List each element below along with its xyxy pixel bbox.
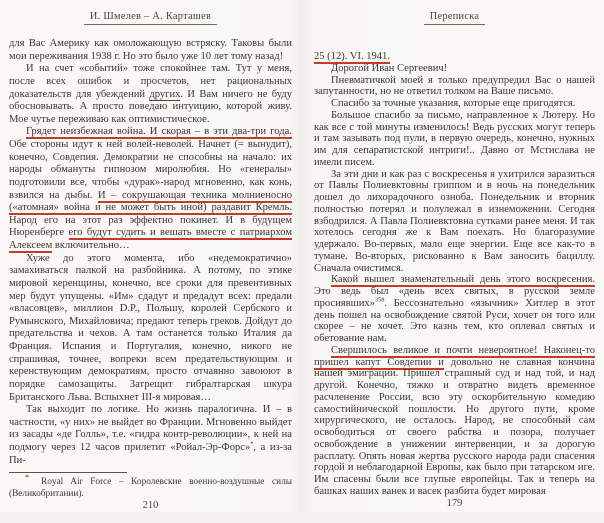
left-page-header — [9, 6, 292, 25]
footnote-reference: 358 — [374, 296, 385, 304]
paragraph — [314, 51, 595, 63]
text-segment: За эти дни и как раз с воскресенья я ухитрился заразиться от Павлы Полиевктовны гриппом и в ночь на понедельник дошел до лихорадочного озноба. Понедельник и вторник полностью потерял и полулежал в изнеможении. Сегодня взбодрился. А Павла Полиевктовна сутками ранее меня. И так хотелось сегодня же к Вам поехать. Но благоразумие удержало. Во-первых, мало еще энергии. Еще все как-то в тумане. Во-вторых, рискованно к Вам заносить бациллу. Сначала очистимся. — [314, 168, 595, 274]
left-page-body — [9, 38, 292, 467]
footnote-text — [9, 473, 292, 500]
paragraph — [314, 110, 595, 169]
right-page-header — [314, 6, 595, 25]
footnote-block — [9, 472, 292, 500]
text-segment: других — [149, 88, 181, 100]
right-page — [302, 0, 604, 512]
text-segment: , а из-за Пи- — [9, 442, 292, 466]
red-underlined-text: 25 (12). VI. 1941. — [314, 51, 390, 62]
left-page-number: 210 — [142, 500, 159, 512]
footnote-body: Royal Air Force – Королевские военно-воздушные силы (Великобритании). — [9, 477, 292, 499]
text-segment: Это ведь был «день всех святых, в русской земле просиявших» — [314, 286, 595, 309]
text-segment: Спасибо за точные указания, которые еще пригодятся. — [331, 98, 576, 109]
paragraph — [314, 63, 595, 75]
left-running-title: И. Шмелев – А. Карташев — [84, 11, 217, 25]
paragraph — [9, 126, 292, 252]
text-segment: Хуже до этого момента, ибо «недемократично» замахиваться палкой на разбойника. А потому, по этике мировой керенщины, конечно, все сроки для превентивных мер будут упущены. «Им» сдадут и предадут всех: предали «власовцев», миллион D.P., Польшу, королей Сербского и Румынского, Михайловича; предают теперь греков. Дойдут до предательства и чехов. А там останется только Италия да Франция. Испания и Португалия, конечно, никого не спрашивая, точнее, вопреки всем предательствующим и керенствующим демократиям, просто отчаянно завоюют в порядке самозащиты. Затрещит гибралтарская шкура Британского Льва. Вспыхнет III-я мировая… — [9, 252, 292, 403]
paragraph — [314, 274, 595, 345]
text-segment: довольно не славная кончина нашей эмиграции. Пришел страшный суд и над той, и над другой. Конечно, тяжко и отвратно видеть временное расчленение России, всю эту оскорбительную комедию самостийнической пошлости. Но другого пути, кроме хирургического, не осталось. Народ, не способный сам освободиться от своего рабства и позора, получает освобождение в унижении интервенции, и за дорогую расплату. Опять новая жертва русского народа ради спасения гордой и неблагодарной Европы, как было при татарском иге. Им спасены были все глупые европейцы. Так и теперь на башках наших ванек и васек разбита будет мировая — [314, 356, 595, 497]
right-page-body — [314, 51, 595, 498]
paragraph — [314, 75, 595, 99]
red-underlined-text: Грядет неизбежная война. И скорая – в эти два-три года. — [26, 126, 292, 138]
paragraph — [314, 98, 595, 110]
text-segment: Обе стороны идут к ней волей-неволей. Начнет (= вынудит), конечно, Совдепия. Демократии не способны на начало: их народы обмануты гипнозом миролюбия. Но «генералы» подготовили все, чтобы «дурак»-народ мгновенно, как конь, взвился на дыбы. — [9, 139, 292, 201]
text-segment: Народ его на этот раз эффектно покинет. И в будущем Нюренберге — [9, 214, 292, 239]
text-segment: Большое спасибо за письмо, направленное к Лютеру. Но как все с той минуты изменилось! Ведь русских могут теперь и там зазывать под пули, в первую очередь, конечно, нужных им для сепаратистской интриги!.. Давно от Мстислава не имели писем. — [314, 109, 595, 168]
footnote-marker: * — [25, 473, 29, 483]
footnote-reference: * — [250, 440, 254, 448]
paragraph — [314, 345, 595, 498]
right-running-title: Переписка — [424, 11, 485, 25]
red-underlined-text: Свершилось великое и почти невероятное! Наконец-то пришел капут Совдепии и — [314, 344, 595, 368]
red-underlined-text: Какой вышел знаменательный день этого воскресения. — [331, 274, 595, 286]
text-segment: Пневматичкой моей я только предупредил Вас о нашей запутанности, но не ответил толком на Ваше письмо. — [314, 74, 595, 98]
paragraph — [9, 404, 292, 467]
paragraph — [9, 253, 292, 405]
paragraph — [9, 63, 292, 126]
text-segment: Дорогой Иван Сергеевич! — [331, 62, 448, 74]
text-segment: И на счет «событий» тоже спокойнее там. Тут у меня, после всех ошибок и просчетов, нет рациональных доказательств для убеждений — [9, 63, 292, 100]
text-segment: включительно… — [52, 240, 130, 251]
right-page-number: 179 — [446, 497, 463, 509]
paragraph — [9, 38, 292, 63]
text-segment: . Бессознательно «язычник» Хитлер в этот день пошел на освобождение святой Руси, хочет он того или скорее – не хочет. Это казнь тем, кто оплевал святых и обетование нам. — [314, 297, 595, 344]
red-underlined-text: И – сокрушающая техника молниеносно («атомная» война и не может быть иной) раздавит Кремль. — [9, 189, 292, 214]
red-underlined-text: его будут судить и вешать вместе с патриархом Алексеем — [9, 227, 293, 251]
text-segment: . И Вам ничего не буду обосновывать. А просто поведаю интуицию, которой живу. Мое чутье переживаю как оптимистическое. — [9, 88, 292, 125]
text-segment: Так выходит по логике. Но жизнь паралогична. И – в частности, «у них» не выйдет во Франции. Мгновенно выйдет из засады «де Голль», т.е. «гидра контр-революции», к ней на подмогу через 12 часов прилетит «Ройал-Эр-Форс» — [9, 404, 292, 453]
text-segment: для Вас Америку как омоложающую встряску. Таковы были мои переживания 1938 г. Но это было уже 10 лет тому назад! — [9, 38, 292, 62]
paragraph — [314, 169, 595, 275]
left-page — [0, 0, 302, 512]
